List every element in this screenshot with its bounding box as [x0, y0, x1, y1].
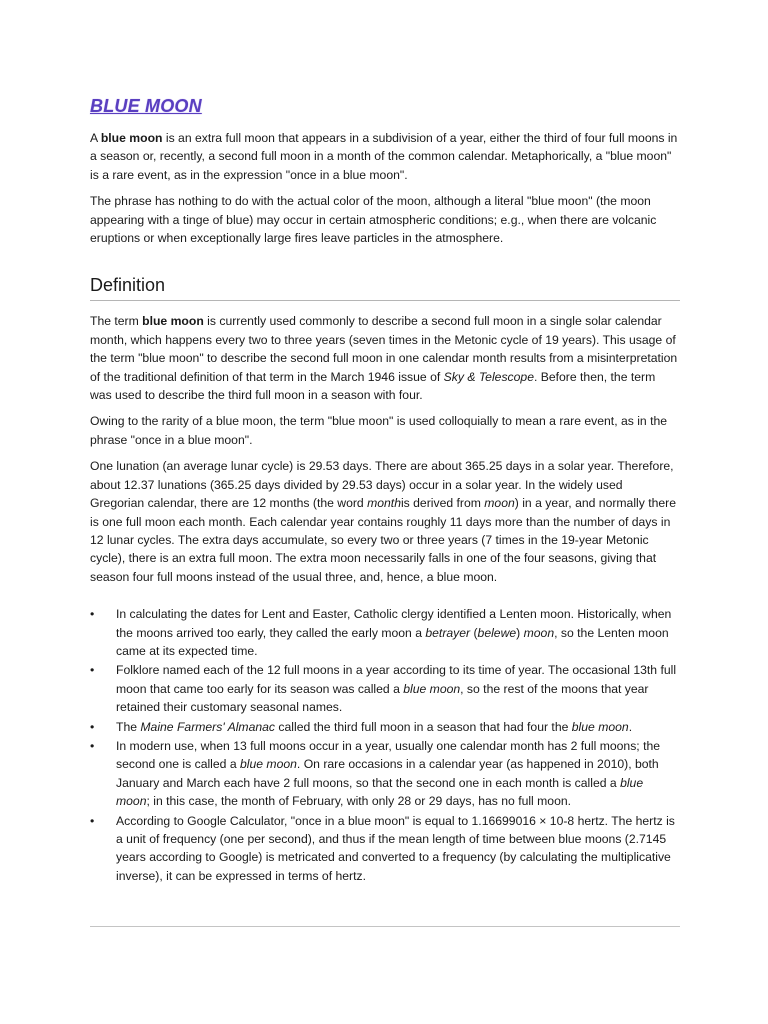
text-run: The phrase has nothing to do with the actual color of the moon, although a literal "blue moon" (the moon appearing with a tinge of blue) may occur in certain atmospheric conditions; e.g., when there are volcanic eruptions or when exceptionally large fires leave particles in the atmosphere.	[90, 194, 657, 246]
text-run: The	[116, 719, 141, 734]
intro-section	[90, 129, 680, 247]
text-run: (	[470, 625, 478, 640]
text-run: ) in a year, and normally there is one full moon each month. Each calendar year contains roughly 11 days more than the number of days in 12 lunar cycles. The extra days accumulate, so every two or three years (7 times in the 19-year Metonic cycle), there is an extra full moon. The extra moon necessarily falls in one of the four seasons, giving that season four full moons instead of the usual three, and, hence, a blue moon.	[90, 496, 677, 584]
text-run: . On rare occasions in a calendar year (as happened in 2010), both January and March each have 2 full moons, so that the second one in each month is called a	[116, 757, 659, 790]
text-run: A	[90, 131, 101, 145]
bullet-list	[90, 605, 680, 885]
text-run: ; in this case, the month of February, with only 28 or 29 days, has no full moon.	[146, 794, 572, 809]
text-run: In modern use, when 13 full moons occur in a year, usually one calendar month has 2 full moons; the second one is called a	[116, 738, 661, 772]
bullet-icon: •	[90, 738, 95, 753]
italic-text: month	[367, 496, 401, 511]
list-item	[90, 605, 680, 660]
section-heading-definition: Definition	[90, 275, 680, 301]
text-run: , so the Lenten moon came at its expected time.	[116, 625, 669, 658]
page-title: BLUE MOON	[90, 96, 202, 116]
italic-text: blue moon	[403, 681, 461, 696]
paragraph	[90, 312, 680, 404]
text-run: According to Google Calculator, "once in a blue moon" is equal to 1.16699016 × 10-8 hertz. The hertz is a unit of frequency (one per second), and thus if the mean length of time between blue moons (2.7145 years according to Google) is metricated and converted to a frequency (by calculating the multiplicative inverse), it can be expressed in terms of hertz.	[116, 813, 675, 883]
document-page	[90, 96, 680, 886]
italic-text: Maine Farmers' Almanac	[140, 719, 276, 734]
text-run: The term	[90, 314, 143, 329]
text-run: .	[628, 719, 633, 734]
italic-text: blue moon	[571, 719, 629, 734]
paragraph	[90, 457, 680, 586]
text-run: . Before then, the term was used to describe the third full moon in a season with four.	[90, 369, 656, 403]
italic-text: blue moon	[116, 775, 644, 809]
definition-section	[90, 312, 680, 586]
bottom-divider	[90, 926, 680, 927]
paragraph	[90, 129, 680, 184]
italic-text: belewe	[477, 625, 517, 640]
list-item	[90, 661, 680, 716]
text-run: Owing to the rarity of a blue moon, the term "blue moon" is used colloquially to mean a rare event, as in the phrase "once in a blue moon".	[90, 414, 668, 447]
text-run: )	[516, 625, 524, 640]
text-run: is derived from	[400, 496, 485, 511]
text-run: , so the rest of the moons that year retained their customary seasonal names.	[116, 681, 649, 715]
text-run: is an extra full moon that appears in a subdivision of a year, either the third of four full moons in a season or, recently, a second full moon in a month of the common calendar. Metaphorically, a "blue moon" is a rare event, as in the expression "once in a blue moon".	[90, 131, 678, 182]
bold-text: blue moon	[142, 314, 204, 329]
text-run: called the third full moon in a season that had four the	[275, 719, 572, 734]
list-item	[90, 812, 680, 886]
bullet-icon: •	[90, 607, 95, 622]
italic-text: blue moon	[240, 757, 297, 772]
text-run: Folklore named each of the 12 full moons in a year according to its time of year. The occasional 13th full moon that came too early for its season was called a	[116, 663, 677, 696]
bullet-icon: •	[90, 719, 95, 734]
italic-text: moon	[484, 496, 515, 511]
bold-text: blue moon	[100, 131, 163, 145]
text-run: One lunation (an average lunar cycle) is 29.53 days. There are about 365.25 days in a solar year. Therefore, about 12.37 lunations (365.25 days divided by 29.53 days) occur in a solar year. In the widely used Gregorian calendar, there are 12 months (the word	[90, 459, 674, 511]
list-item	[90, 718, 680, 736]
text-run: In calculating the dates for Lent and Easter, Catholic clergy identified a Lenten moon. Historically, when the moons arrived too early, they called the early moon a	[116, 607, 672, 640]
italic-text: Sky & Telescope	[443, 369, 534, 384]
paragraph	[90, 192, 680, 247]
list-item	[90, 737, 680, 811]
text-run: is currently used commonly to describe a second full moon in a single solar calendar month, which happens every two to three years (seven times in the Metonic cycle of 19 years). This usage of the term "blue moon" to describe the second full moon in one calendar month results from a misinterpretation of the traditional definition of that term in the March 1946 issue of	[90, 314, 678, 384]
italic-text: betrayer	[425, 625, 471, 640]
bullet-icon: •	[90, 813, 95, 828]
paragraph	[90, 412, 680, 449]
italic-text: moon	[523, 625, 555, 640]
bullet-icon: •	[90, 663, 95, 678]
